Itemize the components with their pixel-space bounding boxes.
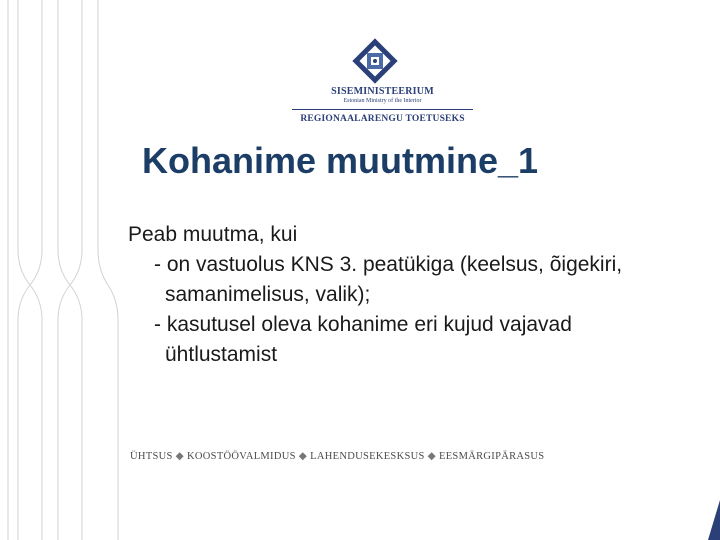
intro-text: Peab muutma, kui [128,223,298,246]
logo-tagline: REGIONAALARENGU TOETUSEKS [300,114,465,124]
bullet-list [128,250,688,370]
corner-triangle-icon [708,500,720,540]
footer-values [130,450,544,462]
diamond-separator-icon: ◆ [298,451,308,462]
value-item: EESMÄRGIPÄRASUS [439,451,545,462]
bullet-text: kasutusel oleva kohanime eri kujud vajavad ühtlustamist [165,313,572,366]
logo-ministry-name: SISEMINISTEERIUM [331,86,434,97]
ministry-emblem-icon [352,38,398,84]
diamond-separator-icon: ◆ [427,451,436,462]
diamond-separator-icon: ◆ [175,451,185,462]
list-item [128,250,688,310]
bullet-text: on vastuolus KNS 3. peatükiga (keelsus, õigekiri, samanimelisus, valik); [165,253,623,306]
ministry-logo [290,38,475,130]
decorative-vertical-lines [0,0,120,540]
bullet-dash: - [154,313,161,336]
value-item: KOOSTÖÖVALMIDUS [187,451,296,462]
value-item: LAHENDUSEKESKSUS [310,451,425,462]
logo-ministry-subtitle: Estonian Ministry of the Interior [343,98,422,104]
logo-divider [292,109,473,110]
slide-body [128,220,688,370]
slide-title: Kohanime muutmine_1 [142,140,539,181]
value-item: ÜHTSUS [130,451,173,462]
bullet-dash: - [154,253,161,276]
list-item [128,310,688,370]
